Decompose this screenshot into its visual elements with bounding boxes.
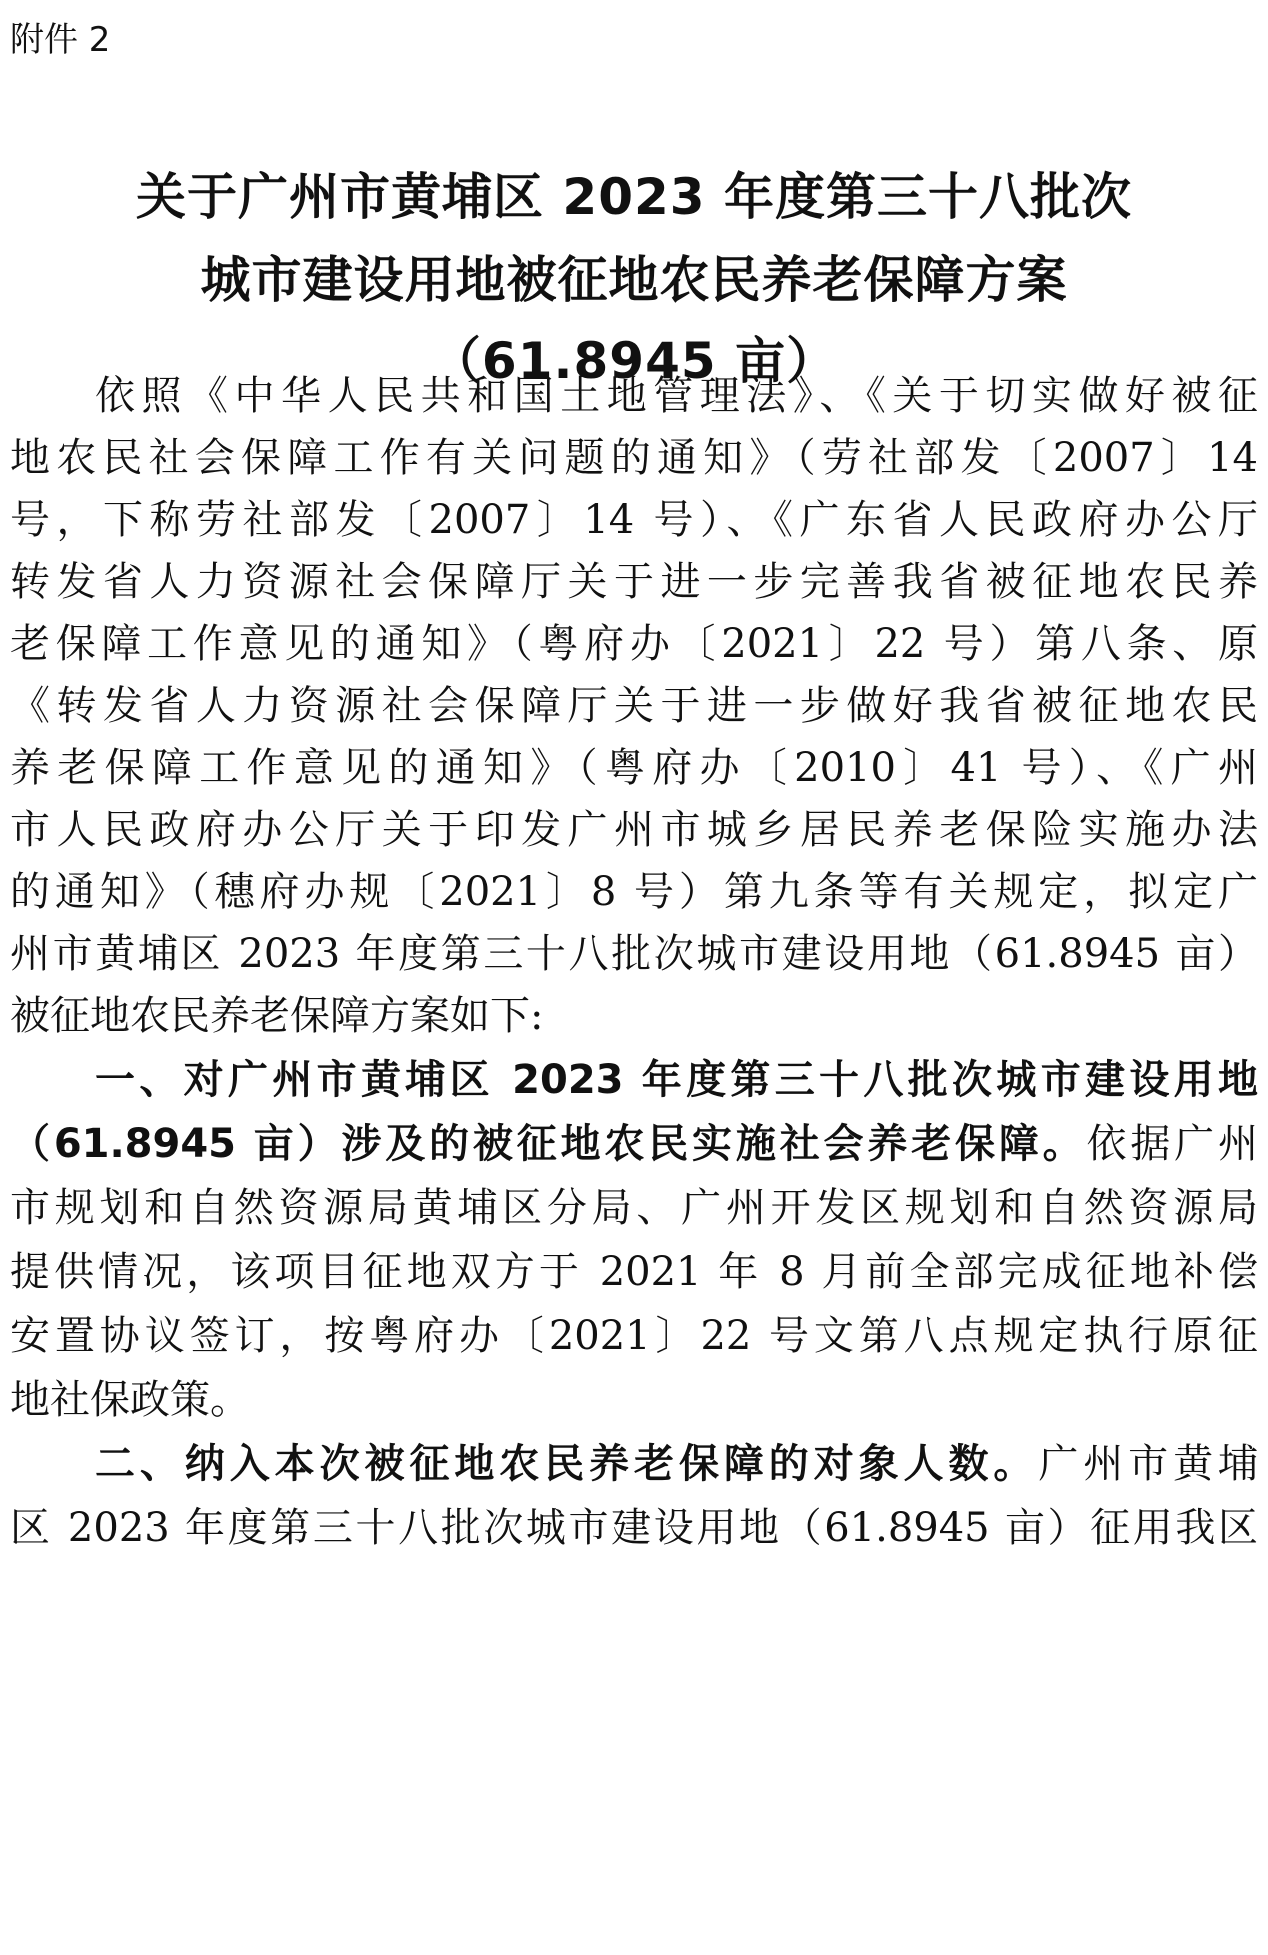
title-line-1: 关于广州市黄埔区 2023 年度第三十八批次	[136, 168, 1132, 226]
paragraph-line: 市人民政府办公厅关于印发广州市城乡居民养老保险实施办法	[10, 807, 1258, 853]
section-2-heading: 二、纳入本次被征地农民养老保障的对象人数。	[95, 1441, 1039, 1487]
section-2-text: 广州市黄埔	[1038, 1441, 1259, 1487]
section-1-line	[10, 1116, 1258, 1172]
section-2-line: 区 2023 年度第三十八批次城市建设用地（61.8945 亩）征用我区	[10, 1505, 1258, 1551]
section-1-heading: 一、对广州市黄埔区 2023 年度第三十八批次城市建设用地	[95, 1057, 1258, 1103]
attachment-label: 附件 2	[10, 20, 111, 60]
paragraph-line: 号，下称劳社部发〔2007〕14 号）、《广东省人民政府办公厅	[10, 497, 1258, 543]
paragraph-line: 地农民社会保障工作有关问题的通知》（劳社部发〔2007〕14	[10, 435, 1258, 481]
section-1-line: 安置协议签订，按粤府办〔2021〕22 号文第八点规定执行原征	[10, 1313, 1258, 1359]
paragraph-line: 州市黄埔区 2023 年度第三十八批次城市建设用地（61.8945 亩）	[10, 931, 1258, 977]
title-line-3: （61.8945 亩）	[430, 332, 838, 390]
paragraph-line: 老保障工作意见的通知》（粤府办〔2021〕22 号）第八条、原	[10, 621, 1258, 667]
paragraph-line: 养老保障工作意见的通知》（粤府办〔2010〕41 号）、《广州	[10, 745, 1258, 791]
title-line-2: 城市建设用地被征地农民养老保障方案	[200, 251, 1068, 309]
paragraph-line: 依照《中华人民共和国土地管理法》、《关于切实做好被征	[95, 373, 1258, 419]
section-1-line: 提供情况，该项目征地双方于 2021 年 8 月前全部完成征地补偿	[10, 1249, 1258, 1295]
paragraph-line: 《转发省人力资源社会保障厅关于进一步做好我省被征地农民	[10, 683, 1258, 729]
section-1-heading-continued: （61.8945 亩）涉及的被征地农民实施社会养老保障。	[10, 1121, 1087, 1167]
paragraph-line: 被征地农民养老保障方案如下:	[10, 993, 544, 1039]
section-2-line	[95, 1436, 1258, 1492]
paragraph-line: 转发省人力资源社会保障厅关于进一步完善我省被征地农民养	[10, 559, 1258, 605]
paragraph-line: 的通知》（穗府办规〔2021〕8 号）第九条等有关规定，拟定广	[10, 869, 1258, 915]
section-1-line: 市规划和自然资源局黄埔区分局、广州开发区规划和自然资源局	[10, 1185, 1258, 1231]
section-1-text: 依据广州	[1086, 1121, 1258, 1167]
section-1-line: 地社保政策。	[10, 1377, 250, 1423]
